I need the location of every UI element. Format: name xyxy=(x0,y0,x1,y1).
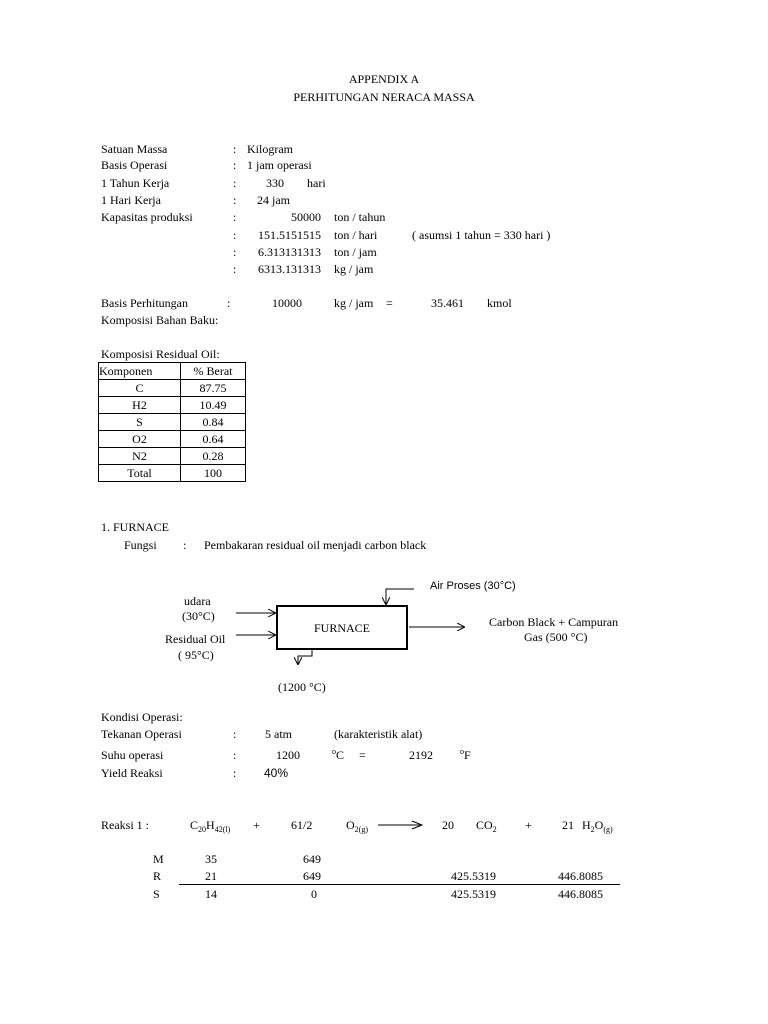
co2-value: 425.5319 xyxy=(451,869,496,883)
c20h42-value: 21 xyxy=(205,869,217,883)
operasi-label: Basis Operasi xyxy=(101,158,168,172)
residual-oil-label: Residual Oil xyxy=(165,632,226,646)
c20h42-value: 35 xyxy=(205,852,217,866)
row-label: M xyxy=(153,852,164,866)
o2-value: 649 xyxy=(303,852,321,866)
suhu-value: 1200 xyxy=(276,748,300,762)
reactant-o2: $O_{2(g)}$ xyxy=(346,818,368,834)
colon: : xyxy=(233,748,237,762)
udara-temp: (30°C) xyxy=(182,609,215,623)
berat-cell: 0.28 xyxy=(181,448,246,465)
h2o-value: 446.8085 xyxy=(558,869,603,883)
colon: : xyxy=(233,158,237,172)
colon: : xyxy=(233,193,237,207)
kap-unit: ton / tahun xyxy=(334,210,386,224)
satuan-value: Kilogram xyxy=(247,142,293,156)
colon: : xyxy=(233,262,237,276)
o2-coefficient: 61/2 xyxy=(291,818,313,832)
co2-value: 425.5319 xyxy=(451,887,496,901)
kmol-value: 35.461 xyxy=(431,296,464,310)
berat-cell: 0.64 xyxy=(181,431,246,448)
komponen-cell: Total xyxy=(99,465,181,482)
product-label: Carbon Black + Campuran xyxy=(489,615,619,629)
plus-sign: + xyxy=(253,818,260,832)
row-label: S xyxy=(153,887,160,901)
satuan-label: Satuan Massa xyxy=(101,142,168,156)
kondisi-title: Kondisi Operasi: xyxy=(101,710,183,724)
reactant-c20h42: $C_{20}H_{42(l)}$ xyxy=(190,818,231,834)
tekanan-label: Tekanan Operasi xyxy=(101,727,182,741)
kap-unit: ton / hari xyxy=(334,228,378,242)
kap-note: ( asumsi 1 tahun = 330 hari ) xyxy=(412,228,551,242)
o2-value: 649 xyxy=(303,869,321,883)
degree-mark: o xyxy=(460,747,464,756)
komponen-cell: H2 xyxy=(99,397,181,414)
kap-value: 50000 xyxy=(291,210,321,224)
reaksi-label: Reaksi 1 : xyxy=(101,818,149,832)
hari-value: 24 jam xyxy=(257,193,290,207)
perhitungan-label: Basis Perhitungan xyxy=(101,296,188,310)
fungsi-value: Pembakaran residual oil menjadi carbon black xyxy=(204,538,427,552)
komposisi-bahan-label: Komposisi Bahan Baku: xyxy=(101,313,219,327)
appendix-title: APPENDIX A xyxy=(348,72,420,86)
hari-label: 1 Hari Kerja xyxy=(101,193,161,207)
suhu-unit-f: $^o$F xyxy=(460,747,471,762)
tekanan-value: 5 atm xyxy=(265,727,292,741)
page-title: PERHITUNGAN NERACA MASSA xyxy=(293,90,475,104)
header-berat: % Berat xyxy=(181,363,246,380)
degree-mark: o xyxy=(332,747,336,756)
air-proses-label: Air Proses (30°C) xyxy=(430,580,516,592)
kapasitas-label: Kapasitas produksi xyxy=(101,210,193,224)
kap-unit: ton / jam xyxy=(334,245,377,259)
air-proses-arrow xyxy=(386,589,414,604)
berat-cell: 100 xyxy=(181,465,246,482)
komponen-cell: S xyxy=(99,414,181,431)
tahun-value: 330 xyxy=(266,176,284,190)
plus-sign: + xyxy=(525,818,532,832)
komponen-cell: N2 xyxy=(99,448,181,465)
kap-value: 6.313131313 xyxy=(258,245,321,259)
row-label: R xyxy=(153,869,162,883)
furnace-label: FURNACE xyxy=(313,621,370,635)
furnace-heading: 1. FURNACE xyxy=(101,520,170,534)
suhu-label: Suhu operasi xyxy=(101,748,164,762)
tahun-unit: hari xyxy=(307,176,326,190)
colon: : xyxy=(233,176,237,190)
product-temp: Gas (500 °C) xyxy=(524,630,588,644)
tahun-label: 1 Tahun Kerja xyxy=(101,176,170,190)
colon: : xyxy=(233,210,237,224)
bottom-outlet-arrow xyxy=(298,650,312,664)
colon: : xyxy=(233,245,237,259)
o2-value: 0 xyxy=(311,887,317,901)
colon: : xyxy=(233,766,237,780)
yield-value: 40% xyxy=(264,766,289,780)
berat-cell: 10.49 xyxy=(181,397,246,414)
suhu-f-value: 2192 xyxy=(409,748,433,762)
kmol-unit: kmol xyxy=(487,296,512,310)
bottom-temp: (1200 °C) xyxy=(278,680,326,694)
komponen-cell: O2 xyxy=(99,431,181,448)
kap-value: 6313.131313 xyxy=(258,262,321,276)
yield-label: Yield Reaksi xyxy=(101,766,163,780)
equals-sign: = xyxy=(386,296,393,310)
header-komponen: Komponen xyxy=(99,363,181,380)
komponen-cell: C xyxy=(99,380,181,397)
residual-title: Komposisi Residual Oil: xyxy=(101,347,220,361)
perhitungan-unit: kg / jam xyxy=(334,296,374,310)
colon: : xyxy=(233,142,237,156)
product-co2: $CO_2$ xyxy=(476,818,497,834)
kap-value: 151.5151515 xyxy=(258,228,321,242)
udara-label: udara xyxy=(184,594,211,608)
h2o-value: 446.8085 xyxy=(558,887,603,901)
colon: : xyxy=(183,538,187,552)
product-h2o: $H_2O_{(g)}$ xyxy=(582,818,613,834)
residual-oil-temp: ( 95°C) xyxy=(178,648,214,662)
berat-cell: 0.84 xyxy=(181,414,246,431)
equals-sign: = xyxy=(359,748,366,762)
subtotal-line xyxy=(179,884,620,885)
co2-coefficient: 20 xyxy=(442,818,454,832)
suhu-unit-c: $^o$C xyxy=(332,747,345,762)
colon: : xyxy=(233,727,237,741)
tekanan-note: (karakteristik alat) xyxy=(334,727,423,741)
colon: : xyxy=(233,228,237,242)
colon: : xyxy=(227,296,231,310)
operasi-value: 1 jam operasi xyxy=(247,158,312,172)
berat-cell: 87.75 xyxy=(181,380,246,397)
h2o-coefficient: 21 xyxy=(562,818,574,832)
perhitungan-value: 10000 xyxy=(272,296,302,310)
kap-unit: kg / jam xyxy=(334,262,374,276)
c20h42-value: 14 xyxy=(205,887,217,901)
reaction-arrow-icon xyxy=(376,818,426,832)
fungsi-label: Fungsi xyxy=(124,538,157,552)
